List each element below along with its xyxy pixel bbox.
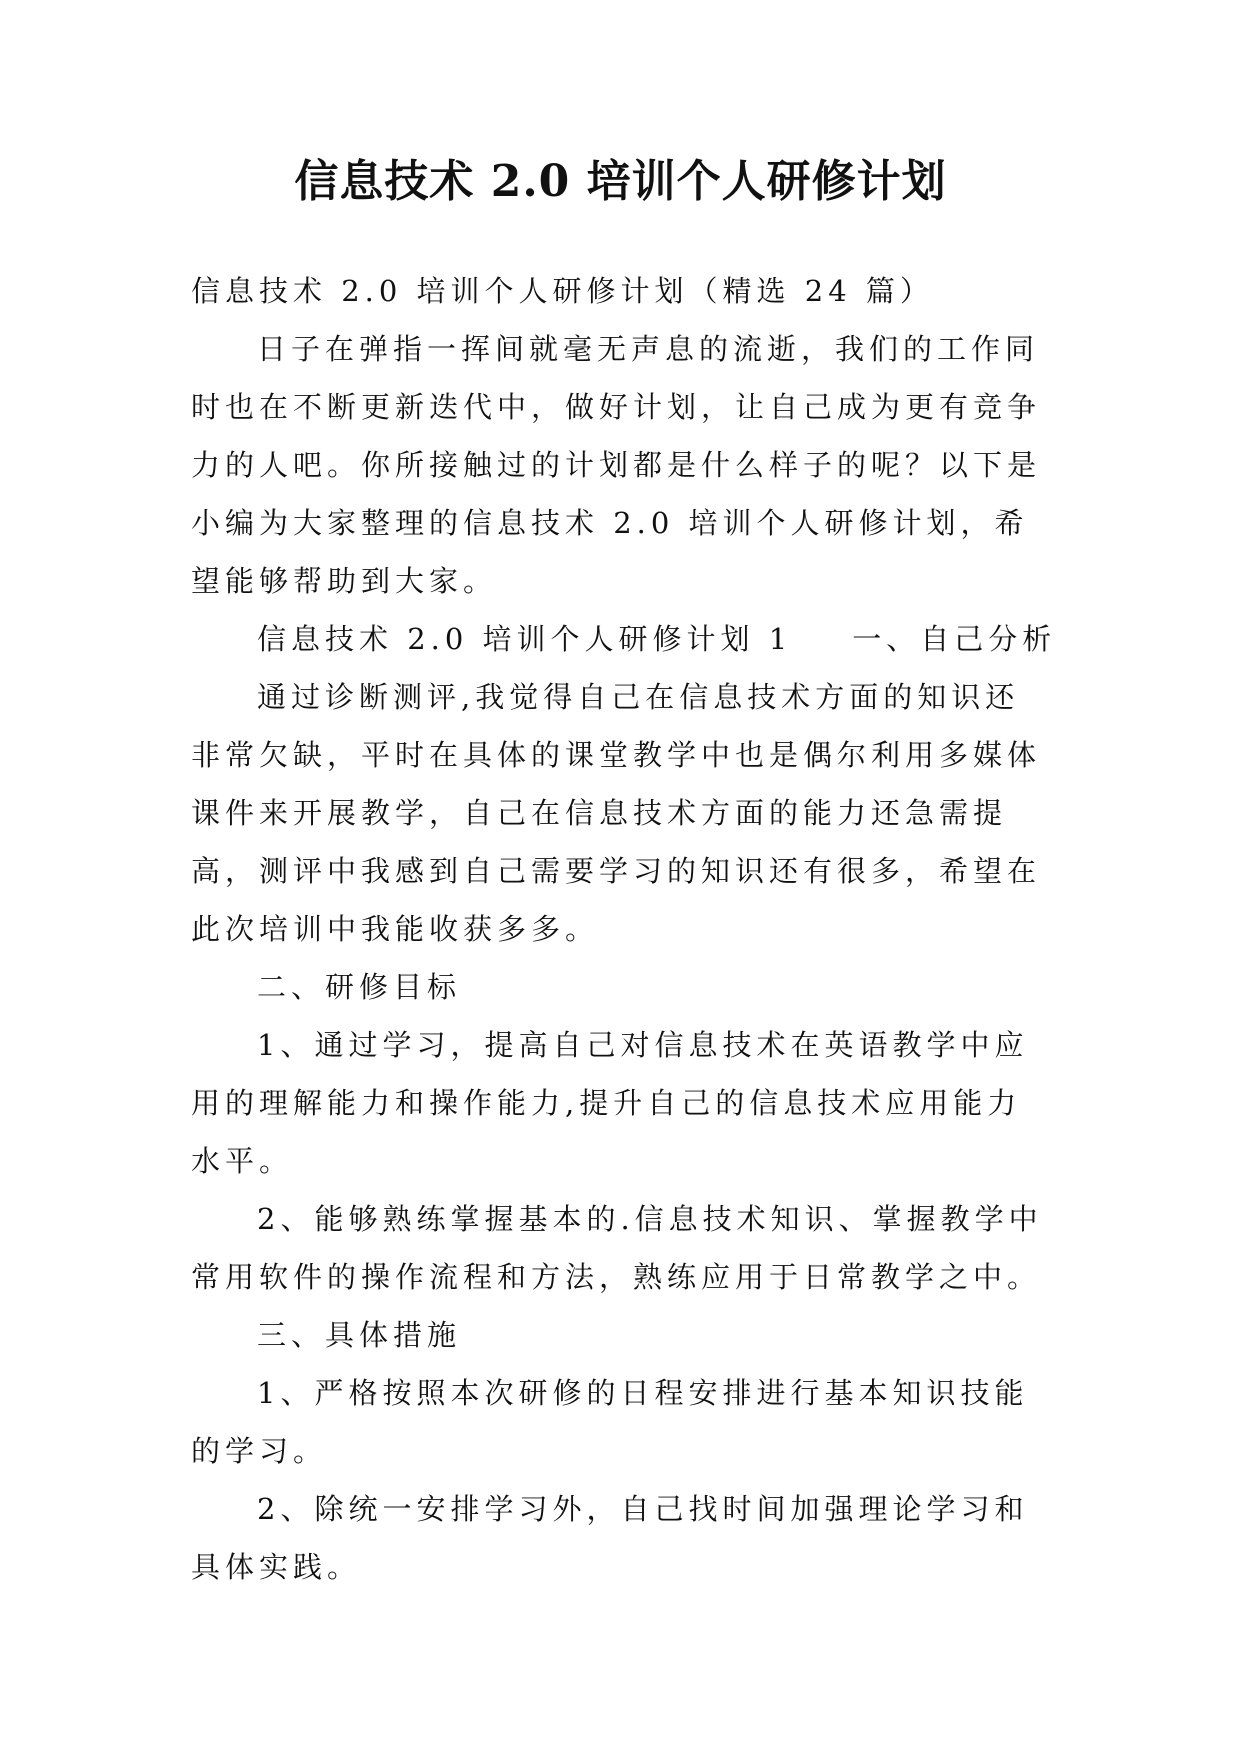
- goal-item-1: 1、通过学习，提高自己对信息技术在英语教学中应用的理解能力和操作能力,提升自己的信息技术应用能力水平。: [191, 1028, 1029, 1178]
- section-title-line: [191, 610, 1057, 668]
- analysis-paragraph: 通过诊断测评,我觉得自己在信息技术方面的知识还非常欠缺，平时在具体的课堂教学中也是偶尔利用多媒体课件来开展教学，自己在信息技术方面的能力还急需提高，测评中我感到自己需要学习的知识还有很多，希望在此次培训中我能收获多多。: [191, 680, 1042, 946]
- heading-goals: 二、研修目标: [257, 970, 462, 1004]
- intro-paragraph: 日子在弹指一挥间就毫无声息的流逝，我们的工作同时也在不断更新迭代中，做好计划，让自己成为更有竞争力的人吧。你所接触过的计划都是什么样子的呢？以下是小编为大家整理的信息技术 2.0 培训个人研修计划，希望能够帮助到大家。: [191, 332, 1042, 598]
- subtitle: 信息技术 2.0 培训个人研修计划（精选 24 篇）: [191, 274, 934, 308]
- document-body: [191, 262, 1057, 1596]
- goal-item-2: 2、能够熟练掌握基本的.信息技术知识、掌握教学中常用软件的操作流程和方法，熟练应用于日常教学之中。: [191, 1202, 1043, 1294]
- measure-item-2: 2、除统一安排学习外，自己找时间加强理论学习和具体实践。: [191, 1492, 1029, 1584]
- measure-item-1: 1、严格按照本次研修的日程安排进行基本知识技能的学习。: [191, 1376, 1029, 1468]
- document-title: 信息技术 2.0 培训个人研修计划: [294, 156, 947, 207]
- heading-measures: 三、具体措施: [257, 1318, 462, 1352]
- section-title: 信息技术 2.0 培训个人研修计划 1: [257, 622, 793, 656]
- section-heading-analysis: 一、自己分析: [852, 622, 1057, 656]
